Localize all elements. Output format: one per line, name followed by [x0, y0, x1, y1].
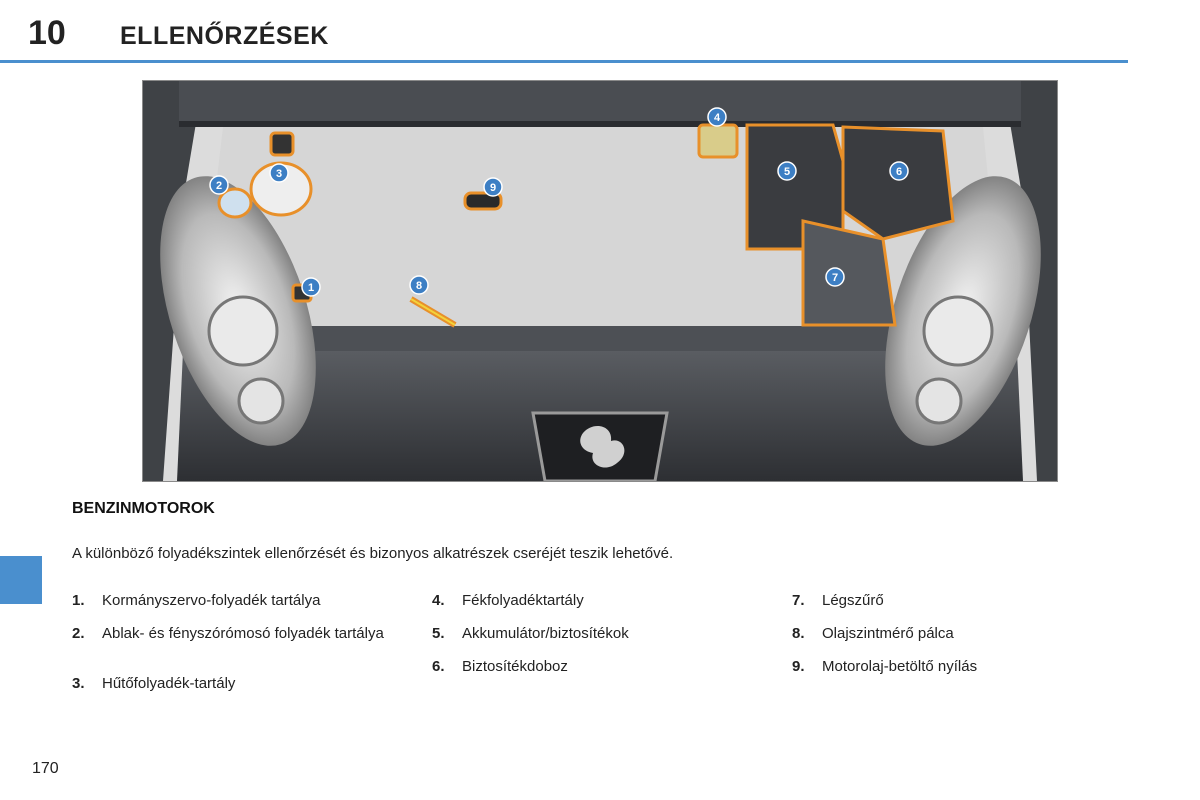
callout-7 [826, 268, 844, 286]
callout-6 [890, 162, 908, 180]
svg-text:5: 5 [783, 166, 791, 178]
svg-text:2: 2 [215, 180, 223, 192]
chapter-number: 10 [28, 14, 66, 52]
callout-8 [410, 276, 428, 294]
svg-text:8: 8 [415, 280, 423, 292]
list-item: 9. Motorolaj-betöltő nyílás [792, 658, 978, 675]
brake-fluid-reservoir [699, 125, 737, 157]
intro-paragraph: A különböző folyadékszintek ellenőrzését és bizonyos alkatrészek cseréjét teszik lehetővé. [72, 545, 674, 562]
hood-lid [179, 81, 1021, 125]
list-item: 4. Fékfolyadéktartály [432, 592, 584, 609]
list-item: 2. Ablak- és fényszórómosó folyadék tartálya [72, 625, 384, 642]
svg-text:1: 1 [307, 282, 315, 294]
list-item: 8. Olajszintmérő pálca [792, 625, 954, 642]
list-item: 6. Biztosítékdoboz [432, 658, 568, 675]
callout-1 [302, 278, 320, 296]
engine-bay-drawing [143, 81, 1057, 481]
chapter-title: ELLENŐRZÉSEK [120, 22, 329, 50]
engine-bay-illustration [142, 80, 1058, 482]
list-item: 7. Légszűrő [792, 592, 884, 609]
svg-text:7: 7 [831, 272, 839, 284]
svg-text:9: 9 [489, 182, 497, 194]
header-rule [0, 60, 1128, 63]
svg-text:4: 4 [713, 112, 721, 124]
fuse-box [843, 127, 953, 239]
coolant-cap [271, 133, 293, 155]
callout-9 [484, 178, 502, 196]
page-number: 170 [32, 760, 59, 777]
list-item: 3. Hűtőfolyadék-tartály [72, 675, 236, 692]
svg-text:6: 6 [895, 166, 903, 178]
callout-2 [210, 176, 228, 194]
list-item: 5. Akkumulátor/biztosítékok [432, 625, 629, 642]
callout-5 [778, 162, 796, 180]
list-item: 1. Kormányszervo-folyadék tartálya [72, 592, 321, 609]
chapter-side-tab [0, 556, 42, 604]
callout-4 [708, 108, 726, 126]
section-heading: BENZINMOTOROK [72, 500, 215, 517]
svg-text:3: 3 [275, 168, 283, 180]
callout-3 [270, 164, 288, 182]
